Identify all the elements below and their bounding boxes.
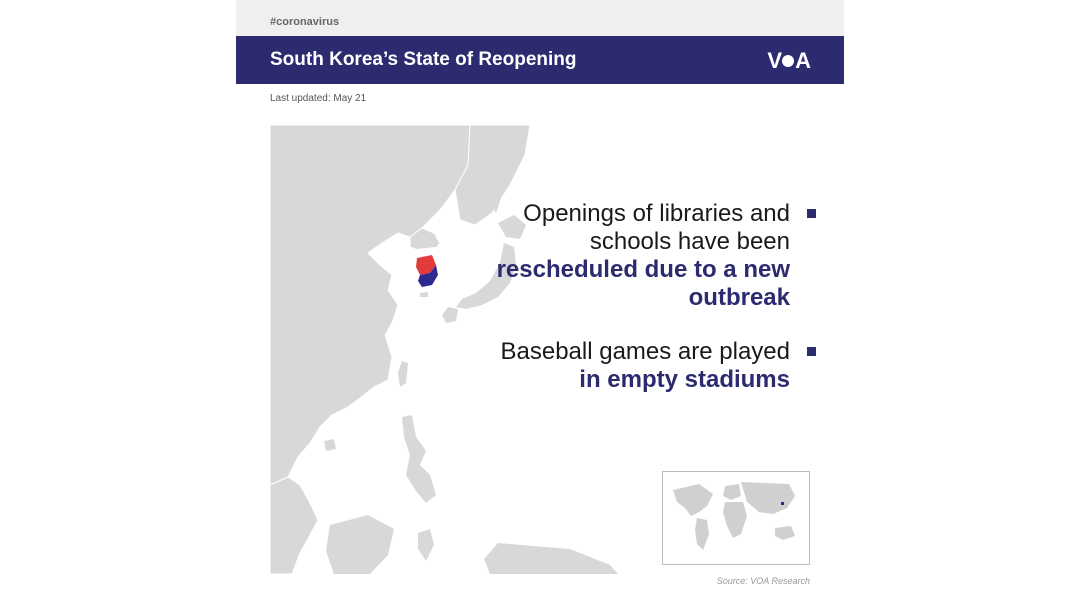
infographic-card — [236, 0, 844, 608]
voa-logo: V A — [767, 48, 810, 73]
world-map-inset — [662, 471, 810, 565]
source-note: Source: VOA Research — [716, 576, 810, 586]
square-bullet-icon — [807, 209, 816, 218]
hashtag: #coronavirus — [270, 16, 340, 28]
bullet-baseball — [446, 338, 816, 394]
bullet-emphasis: rescheduled due to a new outbreak — [496, 256, 790, 311]
page-title: South Korea’s State of Reopening — [270, 49, 577, 70]
bullet-reopening-schools — [446, 200, 816, 312]
hainan — [324, 439, 336, 451]
bullet-text: Baseball games are played — [500, 338, 790, 365]
logo-dot-icon — [782, 55, 794, 67]
square-bullet-icon — [807, 347, 816, 356]
bullet-emphasis: in empty stadiums — [579, 366, 790, 393]
bullet-list — [446, 200, 816, 420]
bullet-text: Openings of libraries and schools have been — [523, 200, 790, 255]
world-map-icon — [663, 472, 809, 564]
hashtag-bar — [236, 0, 844, 36]
title-bar — [236, 36, 844, 84]
last-updated: Last updated: May 21 — [270, 93, 367, 104]
